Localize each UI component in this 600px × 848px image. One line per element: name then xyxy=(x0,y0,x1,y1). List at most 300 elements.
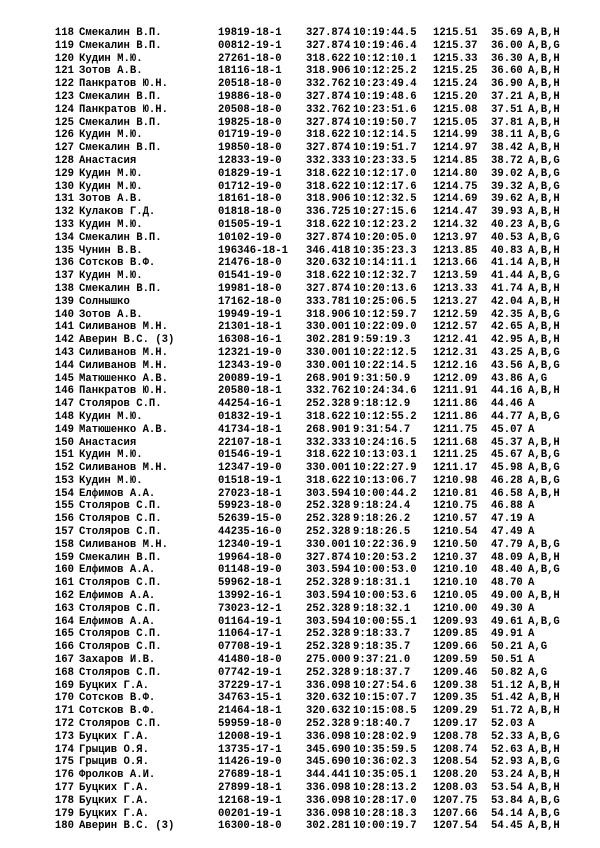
row-name: Елфимов А.А. xyxy=(79,564,156,577)
row-distance: 330.001 xyxy=(306,359,351,372)
row-ring-code: 01818-18-0 xyxy=(218,206,282,219)
row-time: 10:23:49.4 xyxy=(353,78,417,91)
row-percent: 40.53 xyxy=(491,231,523,244)
row-distance: 332.333 xyxy=(306,436,351,449)
row-tags: A,B,H xyxy=(528,282,560,295)
row-name: Буцких Г.А. xyxy=(79,794,149,807)
row-ring-code: 21464-18-1 xyxy=(218,705,282,718)
row-rank: 129 xyxy=(54,167,74,180)
row-time: 10:20:13.6 xyxy=(353,282,417,295)
row-name: Анастасия xyxy=(79,436,137,449)
row-rank: 171 xyxy=(54,705,74,718)
table-row xyxy=(0,398,600,411)
row-time: 10:00:44.2 xyxy=(353,487,417,500)
table-row xyxy=(0,283,600,296)
row-distance: 252.328 xyxy=(306,666,351,679)
row-speed: 1212.57 xyxy=(433,321,478,334)
row-speed: 1209.29 xyxy=(433,705,478,718)
row-tags: A,B,G xyxy=(528,308,560,321)
row-rank: 145 xyxy=(54,372,74,385)
row-tags: A,B,H xyxy=(528,692,560,705)
row-name: Столяров С.П. xyxy=(79,500,162,513)
row-ring-code: 19964-18-0 xyxy=(218,551,282,564)
table-row xyxy=(0,296,600,309)
row-percent: 53.84 xyxy=(491,794,523,807)
row-ring-code: 01164-19-1 xyxy=(218,615,282,628)
row-time: 10:00:53.0 xyxy=(353,564,417,577)
row-distance: 318.906 xyxy=(306,308,351,321)
table-row xyxy=(0,27,600,40)
row-name: Сотсков В.Ф. xyxy=(79,692,156,705)
row-ring-code: 59959-18-0 xyxy=(218,718,282,731)
row-distance: 318.622 xyxy=(306,218,351,231)
row-percent: 51.72 xyxy=(491,705,523,718)
row-ring-code: 21301-18-1 xyxy=(218,321,282,334)
row-time: 10:22:12.5 xyxy=(353,346,417,359)
row-tags: A,B,H xyxy=(528,244,560,257)
row-tags: A xyxy=(528,398,535,411)
row-ring-code: 59962-18-1 xyxy=(218,577,282,590)
row-distance: 336.098 xyxy=(306,730,351,743)
row-percent: 42.35 xyxy=(491,308,523,321)
row-ring-code: 01719-19-0 xyxy=(218,129,282,142)
row-ring-code: 13992-16-1 xyxy=(218,590,282,603)
row-percent: 52.63 xyxy=(491,743,523,756)
row-time: 10:13:06.7 xyxy=(353,474,417,487)
row-distance: 303.594 xyxy=(306,590,351,603)
row-speed: 1209.46 xyxy=(433,666,478,679)
row-time: 10:19:46.4 xyxy=(353,39,417,52)
row-name: Аверин В.С. (3) xyxy=(79,334,175,347)
row-ring-code: 27261-18-0 xyxy=(218,52,282,65)
row-percent: 49.00 xyxy=(491,590,523,603)
row-rank: 140 xyxy=(54,308,74,321)
row-speed: 1213.27 xyxy=(433,295,478,308)
row-speed: 1215.37 xyxy=(433,39,478,52)
row-ring-code: 01546-19-1 xyxy=(218,449,282,462)
row-rank: 133 xyxy=(54,218,74,231)
row-speed: 1214.32 xyxy=(433,218,478,231)
row-distance: 318.622 xyxy=(306,129,351,142)
row-percent: 44.77 xyxy=(491,410,523,423)
table-row xyxy=(0,667,600,680)
row-name: Матюшенко А.В. xyxy=(79,372,169,385)
row-speed: 1210.98 xyxy=(433,474,478,487)
row-ring-code: 27023-18-1 xyxy=(218,487,282,500)
row-rank: 135 xyxy=(54,244,74,257)
row-name: Смекалин В.П. xyxy=(79,39,162,52)
row-rank: 155 xyxy=(54,500,74,513)
row-rank: 136 xyxy=(54,257,74,270)
row-time: 9:18:31.1 xyxy=(353,577,411,590)
row-tags: A,B,H xyxy=(528,782,560,795)
row-time: 10:27:54.6 xyxy=(353,679,417,692)
table-row xyxy=(0,91,600,104)
table-row xyxy=(0,449,600,462)
row-percent: 45.37 xyxy=(491,436,523,449)
row-tags: A,B,H xyxy=(528,257,560,270)
row-rank: 141 xyxy=(54,321,74,334)
row-percent: 42.65 xyxy=(491,321,523,334)
row-time: 9:18:26.2 xyxy=(353,513,411,526)
row-name: Панкратов Ю.Н. xyxy=(79,103,169,116)
row-time: 9:59:19.3 xyxy=(353,334,411,347)
row-name: Захаров И.В. xyxy=(79,654,156,667)
row-tags: A,B,G xyxy=(528,564,560,577)
row-name: Кудин М.Ю. xyxy=(79,218,143,231)
table-row xyxy=(0,155,600,168)
row-speed: 1215.51 xyxy=(433,27,478,39)
row-tags: A,B,H xyxy=(528,334,560,347)
row-name: Солнышко xyxy=(79,295,130,308)
table-row xyxy=(0,526,600,539)
row-percent: 51.42 xyxy=(491,692,523,705)
row-speed: 1215.20 xyxy=(433,90,478,103)
table-row xyxy=(0,654,600,667)
row-rank: 120 xyxy=(54,52,74,65)
row-tags: A xyxy=(528,577,535,590)
row-rank: 147 xyxy=(54,398,74,411)
row-ring-code: 12833-19-0 xyxy=(218,154,282,167)
row-name: Смекалин В.П. xyxy=(79,90,162,103)
table-row xyxy=(0,321,600,334)
row-percent: 37.81 xyxy=(491,116,523,129)
row-speed: 1210.37 xyxy=(433,551,478,564)
row-time: 9:18:32.1 xyxy=(353,602,411,615)
row-percent: 39.32 xyxy=(491,180,523,193)
row-percent: 39.02 xyxy=(491,167,523,180)
row-ring-code: 21476-18-0 xyxy=(218,257,282,270)
row-tags: A,B,H xyxy=(528,27,560,39)
row-percent: 41.44 xyxy=(491,270,523,283)
table-row xyxy=(0,513,600,526)
row-rank: 131 xyxy=(54,193,74,206)
row-tags: A,B,H xyxy=(528,487,560,500)
table-row xyxy=(0,78,600,91)
row-percent: 46.88 xyxy=(491,500,523,513)
row-rank: 148 xyxy=(54,410,74,423)
row-speed: 1214.85 xyxy=(433,154,478,167)
row-rank: 176 xyxy=(54,769,74,782)
row-distance: 345.690 xyxy=(306,743,351,756)
row-rank: 164 xyxy=(54,615,74,628)
row-distance: 327.874 xyxy=(306,551,351,564)
row-rank: 128 xyxy=(54,154,74,167)
row-time: 10:12:17.0 xyxy=(353,167,417,180)
row-name: Кудин М.Ю. xyxy=(79,449,143,462)
row-distance: 318.622 xyxy=(306,410,351,423)
row-speed: 1212.09 xyxy=(433,372,478,385)
row-distance: 252.328 xyxy=(306,398,351,411)
row-time: 10:19:44.5 xyxy=(353,27,417,39)
row-percent: 39.62 xyxy=(491,193,523,206)
row-time: 10:12:55.2 xyxy=(353,410,417,423)
row-name: Панкратов Ю.Н. xyxy=(79,385,169,398)
row-distance: 252.328 xyxy=(306,718,351,731)
row-percent: 40.23 xyxy=(491,218,523,231)
row-tags: A,B,H xyxy=(528,206,560,219)
row-percent: 38.42 xyxy=(491,142,523,155)
row-ring-code: 00812-19-1 xyxy=(218,39,282,52)
table-row xyxy=(0,373,600,386)
row-rank: 178 xyxy=(54,794,74,807)
row-percent: 47.49 xyxy=(491,526,523,539)
row-time: 10:20:05.0 xyxy=(353,231,417,244)
row-ring-code: 34763-15-1 xyxy=(218,692,282,705)
row-time: 10:15:08.5 xyxy=(353,705,417,718)
row-name: Силиванов М.Н. xyxy=(79,359,169,372)
row-name: Панкратов Ю.Н. xyxy=(79,78,169,91)
row-rank: 157 xyxy=(54,526,74,539)
row-distance: 252.328 xyxy=(306,628,351,641)
table-row xyxy=(0,692,600,705)
results-table xyxy=(0,27,600,833)
row-name: Силиванов М.Н. xyxy=(79,462,169,475)
row-tags: A,B,H xyxy=(528,103,560,116)
row-time: 10:19:48.6 xyxy=(353,90,417,103)
table-row xyxy=(0,705,600,718)
row-ring-code: 12008-19-1 xyxy=(218,730,282,743)
row-speed: 1212.59 xyxy=(433,308,478,321)
row-distance: 332.762 xyxy=(306,103,351,116)
row-time: 10:12:14.5 xyxy=(353,129,417,142)
row-distance: 327.874 xyxy=(306,231,351,244)
table-row xyxy=(0,117,600,130)
row-time: 10:12:59.7 xyxy=(353,308,417,321)
row-name: Зотов А.В. xyxy=(79,308,143,321)
row-tags: A,G xyxy=(528,641,548,654)
row-name: Аверин В.С. (3) xyxy=(79,820,175,833)
row-ring-code: 10102-19-0 xyxy=(218,231,282,244)
row-ring-code: 12343-19-0 xyxy=(218,359,282,372)
row-time: 10:12:17.6 xyxy=(353,180,417,193)
row-distance: 318.622 xyxy=(306,474,351,487)
row-name: Сотсков В.Ф. xyxy=(79,705,156,718)
row-time: 10:00:19.7 xyxy=(353,820,417,833)
row-speed: 1213.33 xyxy=(433,282,478,295)
table-row xyxy=(0,104,600,117)
row-tags: A xyxy=(528,628,535,641)
row-name: Елфимов А.А. xyxy=(79,487,156,500)
row-ring-code: 37229-17-1 xyxy=(218,679,282,692)
row-tags: A,B,G xyxy=(528,270,560,283)
row-time: 10:28:17.0 xyxy=(353,794,417,807)
row-time: 10:12:25.2 xyxy=(353,65,417,78)
row-rank: 170 xyxy=(54,692,74,705)
row-distance: 332.762 xyxy=(306,78,351,91)
row-rank: 118 xyxy=(54,27,74,39)
row-ring-code: 11426-19-0 xyxy=(218,756,282,769)
row-distance: 336.098 xyxy=(306,794,351,807)
row-rank: 162 xyxy=(54,590,74,603)
row-name: Фролков А.И. xyxy=(79,769,156,782)
table-row xyxy=(0,40,600,53)
row-rank: 124 xyxy=(54,103,74,116)
row-percent: 42.04 xyxy=(491,295,523,308)
row-rank: 180 xyxy=(54,820,74,833)
row-percent: 44.16 xyxy=(491,385,523,398)
row-tags: A xyxy=(528,500,535,513)
row-percent: 37.21 xyxy=(491,90,523,103)
row-time: 9:31:50.9 xyxy=(353,372,411,385)
row-ring-code: 13735-17-1 xyxy=(218,743,282,756)
row-distance: 336.098 xyxy=(306,679,351,692)
row-rank: 149 xyxy=(54,423,74,436)
row-name: Грыцив О.Я. xyxy=(79,743,149,756)
row-time: 10:28:02.9 xyxy=(353,730,417,743)
row-ring-code: 52639-15-0 xyxy=(218,513,282,526)
row-ring-code: 11064-17-1 xyxy=(218,628,282,641)
row-time: 9:18:37.7 xyxy=(353,666,411,679)
table-row xyxy=(0,680,600,693)
row-distance: 275.000 xyxy=(306,654,351,667)
row-name: Столяров С.П. xyxy=(79,602,162,615)
row-rank: 166 xyxy=(54,641,74,654)
row-ring-code: 01541-19-0 xyxy=(218,270,282,283)
row-speed: 1212.31 xyxy=(433,346,478,359)
table-row xyxy=(0,424,600,437)
row-speed: 1210.75 xyxy=(433,500,478,513)
row-distance: 336.725 xyxy=(306,206,351,219)
row-name: Смекалин В.П. xyxy=(79,551,162,564)
row-distance: 318.622 xyxy=(306,449,351,462)
row-rank: 142 xyxy=(54,334,74,347)
row-ring-code: 01148-19-0 xyxy=(218,564,282,577)
row-time: 10:24:34.6 xyxy=(353,385,417,398)
table-row xyxy=(0,181,600,194)
row-time: 10:19:51.7 xyxy=(353,142,417,155)
row-percent: 43.56 xyxy=(491,359,523,372)
row-distance: 333.781 xyxy=(306,295,351,308)
row-percent: 41.74 xyxy=(491,282,523,295)
row-name: Столяров С.П. xyxy=(79,628,162,641)
row-rank: 154 xyxy=(54,487,74,500)
row-percent: 44.46 xyxy=(491,398,523,411)
row-distance: 252.328 xyxy=(306,526,351,539)
row-speed: 1209.66 xyxy=(433,641,478,654)
table-row xyxy=(0,65,600,78)
row-rank: 158 xyxy=(54,538,74,551)
row-percent: 36.30 xyxy=(491,52,523,65)
row-name: Елфимов А.А. xyxy=(79,615,156,628)
row-name: Кудин М.Ю. xyxy=(79,410,143,423)
row-distance: 303.594 xyxy=(306,487,351,500)
row-speed: 1211.86 xyxy=(433,398,478,411)
row-percent: 36.00 xyxy=(491,39,523,52)
row-percent: 35.69 xyxy=(491,27,523,39)
row-tags: A xyxy=(528,513,535,526)
row-distance: 336.098 xyxy=(306,807,351,820)
row-speed: 1211.86 xyxy=(433,410,478,423)
row-rank: 169 xyxy=(54,679,74,692)
row-name: Столяров С.П. xyxy=(79,641,162,654)
row-percent: 52.03 xyxy=(491,718,523,731)
row-speed: 1210.00 xyxy=(433,602,478,615)
table-row xyxy=(0,270,600,283)
row-speed: 1213.66 xyxy=(433,257,478,270)
row-name: Кудин М.Ю. xyxy=(79,167,143,180)
row-speed: 1213.85 xyxy=(433,244,478,257)
row-rank: 139 xyxy=(54,295,74,308)
row-rank: 167 xyxy=(54,654,74,667)
row-distance: 318.622 xyxy=(306,270,351,283)
row-time: 10:35:05.1 xyxy=(353,769,417,782)
row-percent: 49.30 xyxy=(491,602,523,615)
row-rank: 179 xyxy=(54,807,74,820)
table-row xyxy=(0,219,600,232)
row-tags: A,B,H xyxy=(528,295,560,308)
row-name: Сотсков В.Ф. xyxy=(79,257,156,270)
row-tags: A,B,G xyxy=(528,756,560,769)
row-ring-code: 27689-18-1 xyxy=(218,769,282,782)
row-name: Кудин М.Ю. xyxy=(79,180,143,193)
table-row xyxy=(0,257,600,270)
row-name: Столяров С.П. xyxy=(79,718,162,731)
row-distance: 252.328 xyxy=(306,577,351,590)
row-distance: 330.001 xyxy=(306,462,351,475)
row-rank: 173 xyxy=(54,730,74,743)
row-time: 10:00:55.1 xyxy=(353,615,417,628)
row-tags: A xyxy=(528,602,535,615)
row-name: Матюшенко А.В. xyxy=(79,423,169,436)
row-name: Кудин М.Ю. xyxy=(79,270,143,283)
row-percent: 49.61 xyxy=(491,615,523,628)
row-speed: 1210.10 xyxy=(433,564,478,577)
table-row xyxy=(0,488,600,501)
table-row xyxy=(0,718,600,731)
row-time: 10:28:13.2 xyxy=(353,782,417,795)
table-row xyxy=(0,628,600,641)
row-speed: 1210.05 xyxy=(433,590,478,603)
row-name: Елфимов А.А. xyxy=(79,590,156,603)
row-rank: 122 xyxy=(54,78,74,91)
table-row xyxy=(0,245,600,258)
row-name: Столяров С.П. xyxy=(79,526,162,539)
row-speed: 1208.03 xyxy=(433,782,478,795)
row-speed: 1214.99 xyxy=(433,129,478,142)
row-rank: 119 xyxy=(54,39,74,52)
row-speed: 1209.59 xyxy=(433,654,478,667)
table-row xyxy=(0,603,600,616)
row-rank: 165 xyxy=(54,628,74,641)
table-row xyxy=(0,347,600,360)
row-speed: 1212.16 xyxy=(433,359,478,372)
row-percent: 45.98 xyxy=(491,462,523,475)
row-distance: 336.098 xyxy=(306,782,351,795)
row-tags: A,G xyxy=(528,666,548,679)
row-distance: 327.874 xyxy=(306,282,351,295)
row-speed: 1207.54 xyxy=(433,820,478,833)
row-distance: 327.874 xyxy=(306,116,351,129)
row-name: Силиванов М.Н. xyxy=(79,538,169,551)
row-speed: 1211.68 xyxy=(433,436,478,449)
row-ring-code: 44235-16-0 xyxy=(218,526,282,539)
row-ring-code: 20580-18-1 xyxy=(218,385,282,398)
row-speed: 1209.85 xyxy=(433,628,478,641)
row-name: Кудин М.Ю. xyxy=(79,52,143,65)
row-distance: 268.901 xyxy=(306,423,351,436)
row-time: 9:37:21.0 xyxy=(353,654,411,667)
row-percent: 47.19 xyxy=(491,513,523,526)
row-percent: 52.33 xyxy=(491,730,523,743)
row-ring-code: 12340-19-1 xyxy=(218,538,282,551)
row-tags: A,B,H xyxy=(528,590,560,603)
row-tags: A,B,H xyxy=(528,679,560,692)
row-name: Зотов А.В. xyxy=(79,193,143,206)
row-tags: A,B,H xyxy=(528,820,560,833)
row-ring-code: 73023-12-1 xyxy=(218,602,282,615)
row-time: 10:22:14.5 xyxy=(353,359,417,372)
